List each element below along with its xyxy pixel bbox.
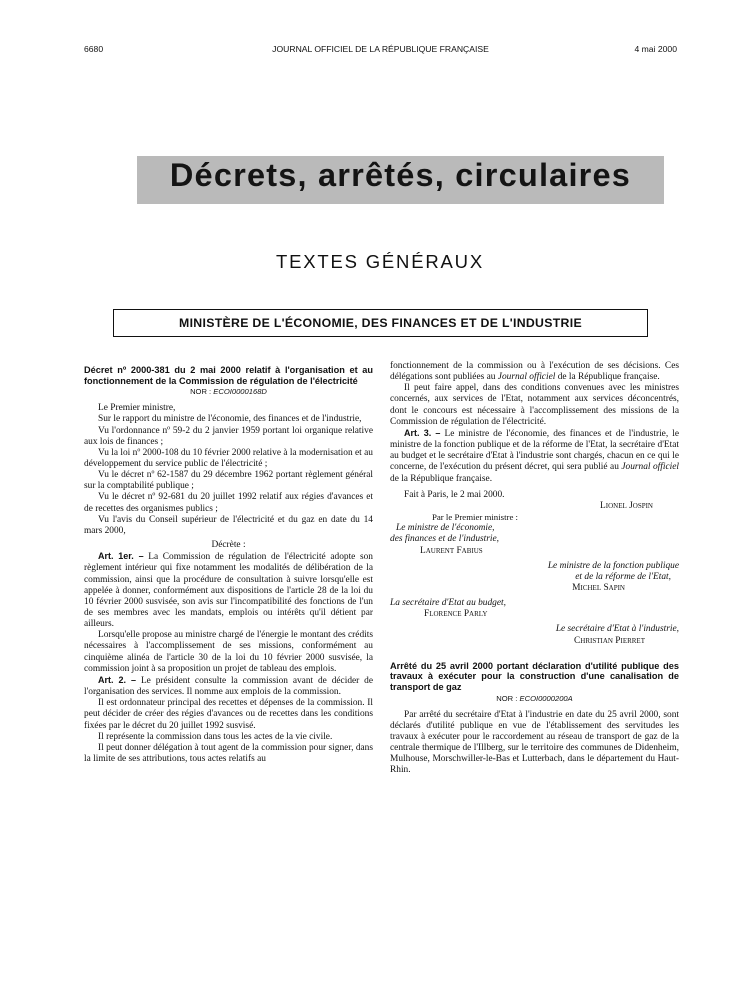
minister-economy-role-1: Le ministre de l'économie, xyxy=(396,523,495,534)
arrete-nor-code: ECOI0000200A xyxy=(519,693,573,703)
article-2-para-3: Il représente la commission dans tous les actes de la vie civile. xyxy=(98,731,333,742)
prime-minister-signature xyxy=(390,501,679,512)
section-banner xyxy=(137,156,664,204)
journal-officiel-ref: Journal officiel xyxy=(497,372,556,383)
signature-minister-economy xyxy=(390,523,679,556)
decrete-line: Décrète : xyxy=(211,540,246,551)
article-2-cont-text-b: de la République française. xyxy=(555,372,660,383)
signature-secretary-industry xyxy=(390,624,679,646)
article-1-label: Art. 1er. – xyxy=(98,551,144,562)
decree-title: Décret nº 2000-381 du 2 mai 2000 relatif à l'organisation et au fonctionnement de la Commission de régulation de l'électricité xyxy=(84,365,373,386)
ministry-heading-box xyxy=(113,309,648,337)
article-1-para-1 xyxy=(84,551,373,630)
arrete-body: Par arrêté du secrétaire d'Etat à l'industrie en date du 25 avril 2000, sont déclarés d'utilité publique en vue de l'établissement des servitudes les travaux à exécuter pour le raccordement au réseau de transport de gaz de la centrale thermique de l'Illberg, sur le territoire des communes de Didenheim, Mulhouse, Morschwiller-le-Bas et Lutterbach, dans le département du Haut-Rhin. xyxy=(390,709,679,776)
decree-nor-code: ECOI0000168D xyxy=(213,387,267,397)
journal-officiel-ref: Journal officiel xyxy=(621,462,679,473)
article-2-cont-text-a: fonctionnement de la commission ou à l'exécution de ses décisions. Ces délégations sont publiées au xyxy=(390,361,679,383)
minister-public-service-name: Michel Sapin xyxy=(572,582,625,593)
visa-line: Sur le rapport du ministre de l'économie, des finances et de l'industrie, xyxy=(98,414,362,425)
issue-date: 4 mai 2000 xyxy=(634,44,677,54)
secretary-industry-name: Christian Pierret xyxy=(574,635,645,646)
signature-minister-public-service xyxy=(390,561,679,594)
minister-economy-role-2: des finances et de l'industrie, xyxy=(390,534,500,545)
secretary-industry-role: Le secrétaire d'Etat à l'industrie, xyxy=(555,624,679,635)
page-header xyxy=(84,44,677,56)
visa-line: Vu le décret nº 92-681 du 20 juillet 1992 relatif aux régies d'avances et de recettes des organismes publics ; xyxy=(84,492,373,514)
article-2-para-4-continued xyxy=(390,361,679,383)
visa-line: Vu l'ordonnance nº 59-2 du 2 janvier 1959 portant loi organique relative aux lois de finances ; xyxy=(84,425,373,447)
prime-minister-name: Lionel Jospin xyxy=(600,500,653,511)
visa-line: Le Premier ministre, xyxy=(98,403,176,414)
decree-nor-label: NOR : xyxy=(190,387,212,397)
secretary-budget-role: La secrétaire d'Etat au budget, xyxy=(390,598,506,609)
ministry-title: MINISTÈRE DE L'ÉCONOMIE, DES FINANCES ET DE L'INDUSTRIE xyxy=(179,316,582,330)
secretary-budget-name: Florence Parly xyxy=(424,609,488,620)
page-number: 6680 xyxy=(84,44,104,54)
arrete-nor xyxy=(390,694,679,704)
visa-line: Vu le décret nº 62-1587 du 29 décembre 1962 portant règlement général sur la comptabilité publique ; xyxy=(84,470,373,492)
article-1-text: La Commission de régulation de l'électricité adopte son règlement intérieur qui fixe notamment les modalités de délibération de la commission, ainsi que la procédure de consultation à suivre lorsqu'elle est appelée à donner, conformément aux dispositions de l'article 28 de la loi du 10 février 2000 susvisée, son avis sur l'incompatibilité des fonctions de l'un de ses membres avec les mandats, emplois ou intérêts qu'il détient par ailleurs. xyxy=(84,552,373,630)
article-2-label: Art. 2. – xyxy=(98,674,137,685)
article-3 xyxy=(390,428,679,485)
section-title: TEXTES GÉNÉRAUX xyxy=(276,251,484,272)
decree-nor xyxy=(84,387,373,397)
article-2-para-5: Il peut faire appel, dans des conditions convenues avec les ministres concernés, aux services de l'Etat, notamment aux services déconcentrés, dont le concours est nécessaire à l'accomplissement des missions de la Commission de régulation de l'électricité. xyxy=(390,383,679,427)
article-1-para-2: Lorsqu'elle propose au ministre chargé de l'énergie le montant des crédits nécessaires à l'accomplissement de ses missions, conformément au cinquième alinéa de l'article 30 de la loi du 10 février 2000 susvisée, la commission joint à sa proposition un projet de tableau des emplois. xyxy=(84,630,373,674)
article-3-text-b: de la République française. xyxy=(390,473,493,484)
visa-line: Vu l'avis du Conseil supérieur de l'électricité et du gaz en date du 14 mars 2000, xyxy=(84,514,373,536)
arrete-nor-label: NOR : xyxy=(496,693,518,703)
article-3-label: Art. 3. – xyxy=(404,427,441,438)
article-2-para-1 xyxy=(84,675,373,698)
done-at-line: Fait à Paris, le 2 mai 2000. xyxy=(404,489,505,500)
minister-economy-name: Laurent Fabius xyxy=(420,545,483,556)
article-2-para-2: Il est ordonnateur principal des recettes et dépenses de la commission. Il peut décider de créer des régies d'avances ou de recettes dans les conditions fixées par le décret du 20 juillet 1992 susvisé. xyxy=(84,698,373,731)
left-column xyxy=(84,365,373,765)
article-2-text: Le président consulte la commission avant de décider de l'organisation des services. Il nomme aux emplois de la commission. xyxy=(84,675,374,698)
article-2-para-4: Il peut donner délégation à tout agent de la commission pour signer, dans la limite de ses attributions, tous actes relatifs au xyxy=(84,742,373,765)
article-3-text-a: Le ministre de l'économie, des finances et de l'industrie, le ministre de la fonction publique et de la réforme de l'Etat, la secrétaire d'Etat au budget et le secrétaire d'Etat à l'industrie sont chargés, chacun en ce qui le concerne, de l'exécution du présent décret, qui sera publié au xyxy=(390,428,679,473)
arrete-title: Arrêté du 25 avril 2000 portant déclaration d'utilité publique des travaux à exécuter pour la construction d'une canalisation de transport de gaz xyxy=(390,660,679,692)
minister-public-service-role-1: Le ministre de la fonction publique xyxy=(547,560,679,571)
right-column xyxy=(390,361,679,776)
by-the-prime-minister: Par le Premier ministre : xyxy=(432,512,518,523)
signature-secretary-budget xyxy=(390,598,679,620)
journal-title: JOURNAL OFFICIEL DE LA RÉPUBLIQUE FRANÇAISE xyxy=(272,44,489,54)
visa-line: Vu la loi nº 2000-108 du 10 février 2000 relative à la modernisation et au développement du service public de l'électricité ; xyxy=(84,447,373,469)
minister-public-service-role-2: et de la réforme de l'Etat, xyxy=(575,571,671,582)
banner-title: Décrets, arrêtés, circulaires xyxy=(169,157,632,193)
